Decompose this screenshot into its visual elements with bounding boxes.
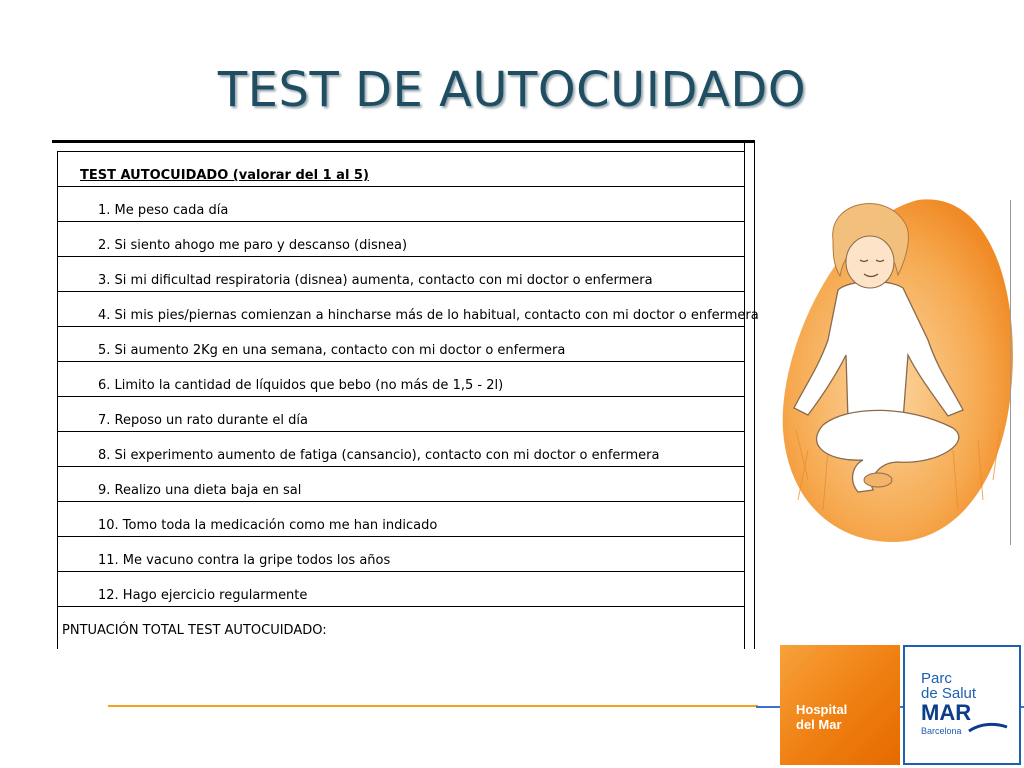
table-row: [58, 186, 744, 221]
parc-logo-mar: MAR: [921, 700, 972, 725]
table-row-text: 2. Si siento ahogo me paro y descanso (disnea): [98, 238, 408, 253]
table-row-text: 3. Si mi dificultad respiratoria (disnea) aumenta, contacto con mi doctor o enfermera: [98, 273, 653, 288]
self-care-table: [57, 151, 759, 649]
table-row: [58, 571, 744, 606]
table-row: [58, 291, 759, 326]
table-row-text: 9. Realizo una dieta baja en sal: [98, 483, 302, 498]
hospital-logo-line1: Hospital: [796, 702, 848, 717]
table-header: TEST AUTOCUIDADO (valorar del 1 al 5): [80, 168, 369, 183]
table-row-text: 7. Reposo un rato durante el día: [98, 413, 308, 428]
parc-de-salut-mar-logo: [903, 645, 1021, 765]
hospital-del-mar-logo: [780, 645, 900, 765]
table-top-rule: [52, 140, 755, 143]
hospital-logo-line2: del Mar: [796, 717, 842, 732]
parc-logo-line1: Parc: [921, 670, 952, 687]
table-row: [58, 326, 744, 361]
parc-logo-wave-icon: [967, 721, 1009, 735]
slide-title: TEST DE AUTOCUIDADO: [217, 62, 807, 118]
table-row-text: 10. Tomo toda la medicación como me han indicado: [98, 518, 438, 533]
table-row-text: 5. Si aumento 2Kg en una semana, contacto con mi doctor o enfermera: [98, 343, 566, 358]
table-total-row: [58, 606, 744, 641]
table-row: [58, 501, 744, 536]
table-row-text: 12. Hago ejercicio regularmente: [98, 588, 308, 603]
parc-logo-line2: de Salut: [921, 685, 977, 702]
table-row: [58, 221, 744, 256]
table-row: [58, 536, 744, 571]
footer-rule-orange: [108, 705, 758, 707]
table-row-text: 6. Limito la cantidad de líquidos que bebo (no más de 1,5 - 2l): [98, 378, 504, 393]
table-row: [58, 431, 744, 466]
table-row-text: 1. Me peso cada día: [98, 203, 229, 218]
table-score-column-border: [754, 143, 755, 649]
illustration-divider: [1010, 200, 1011, 545]
table-right-border: [744, 143, 745, 649]
table-row: [58, 396, 744, 431]
table-row: [58, 466, 744, 501]
meditation-illustration: [778, 180, 1018, 550]
table-row: [58, 256, 744, 291]
table-row: [58, 361, 744, 396]
table-row-text: 8. Si experimento aumento de fatiga (cansancio), contacto con mi doctor o enfermera: [98, 448, 660, 463]
table-total-label: PNTUACIÓN TOTAL TEST AUTOCUIDADO:: [62, 623, 327, 638]
table-row-text: 4. Si mis pies/piernas comienzan a hincharse más de lo habitual, contacto con mi doctor o enfermera: [98, 308, 759, 323]
table-header-row: [58, 151, 744, 186]
parc-logo-city: Barcelona: [921, 726, 962, 736]
table-row-text: 11. Me vacuno contra la gripe todos los años: [98, 553, 391, 568]
